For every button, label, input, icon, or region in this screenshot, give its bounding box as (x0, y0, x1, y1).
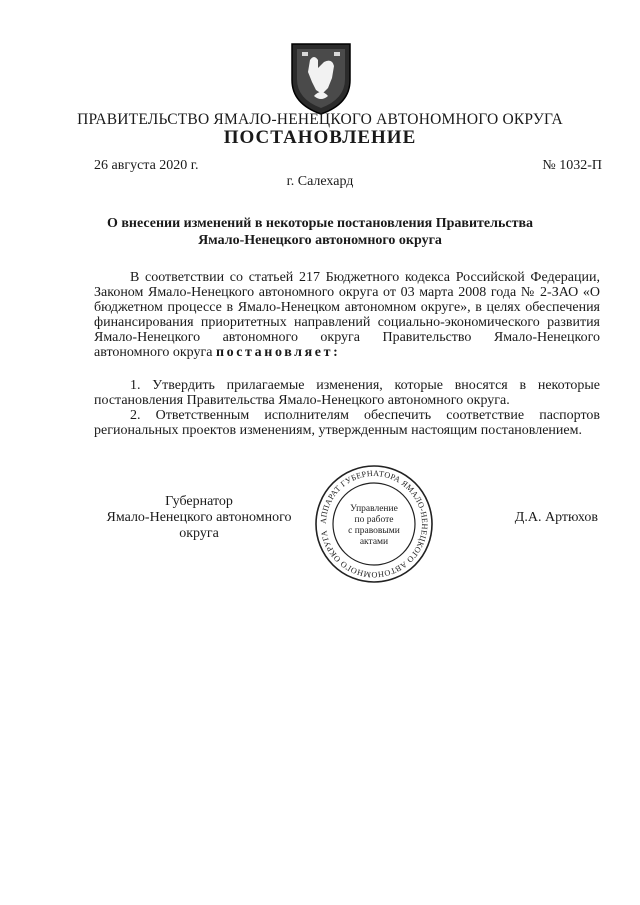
signatory-name: Д.А. Артюхов (514, 510, 598, 525)
title-line-1: О внесении изменений в некоторые постановления Правительства (106, 216, 534, 231)
document-number: № 1032-П (542, 158, 602, 173)
signatory-title-line-1: Губернатор (165, 494, 233, 509)
stamp-line-1: Управление (350, 504, 398, 514)
stamp-line-4: актами (359, 537, 389, 547)
resolves-word: постановляет: (215, 345, 341, 360)
signatory-title (94, 494, 304, 542)
paragraph-preamble (94, 270, 600, 360)
document-title (60, 215, 580, 249)
stamp-ring-text: АППАРАТ ГУБЕРНАТОРА ЯМАЛО-НЕНЕЦКОГО АВТОНОМНОГО ОКРУГА (318, 468, 430, 580)
organization-name: ПРАВИТЕЛЬСТВО ЯМАЛО-НЕНЕЦКОГО АВТОНОМНОГО ОКРУГА (77, 111, 563, 128)
official-stamp (312, 462, 436, 586)
stamp-line-2: по работе (354, 515, 394, 525)
document-city: г. Салехард (286, 174, 354, 189)
paragraph-item-1: 1. Утвердить прилагаемые изменения, которые вносятся в некоторые постановления Правительства Ямало-Ненецкого автономного округа. (94, 378, 600, 408)
paragraph-item-2: 2. Ответственным исполнителям обеспечить соответствие паспортов региональных проектов изменениям, утвержденным настоящим постановлением. (94, 408, 600, 438)
title-line-2: Ямало-Ненецкого автономного округа (198, 233, 442, 248)
coat-of-arms-emblem (288, 38, 354, 116)
signatory-title-line-2: Ямало-Ненецкого автономного округа (106, 510, 292, 541)
stamp-line-3: с правовыми (348, 526, 400, 536)
document-type: ПОСТАНОВЛЕНИЕ (223, 127, 417, 148)
preamble-text: В соответствии со статьей 217 Бюджетного кодекса Российской Федерации, Законом Ямало-Ненецкого автономного округа от 03 марта 2008 года № 2-ЗАО «О бюджетном процессе в Ямало-Ненецком автономном округе», в целях обеспечения финансирования приоритетных направлений социально-экономического развития Ямало-Ненецкого автономного округа Правительство Ямало-Ненецкого автономного округа (94, 270, 600, 360)
document-date: 26 августа 2020 г. (94, 158, 199, 173)
